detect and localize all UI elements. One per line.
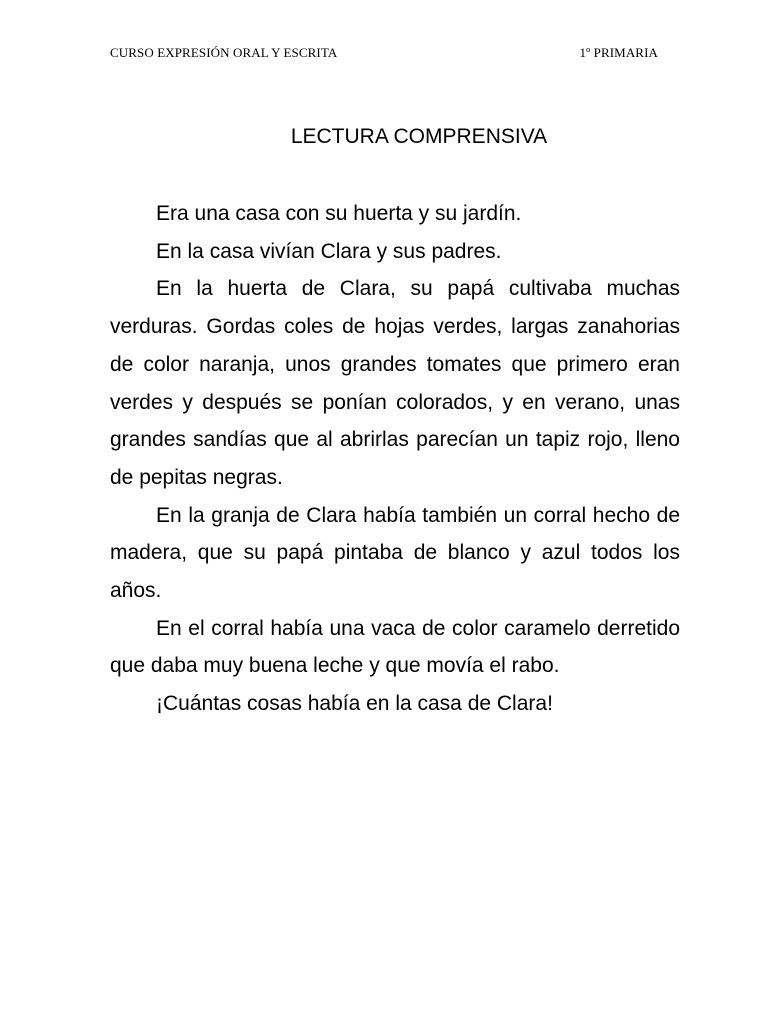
paragraph: En la granja de Clara había también un corral hecho de madera, que su papá pintaba de blanco y azul todos los años.	[110, 503, 680, 603]
grade-label: 1º PRIMARIA	[579, 45, 658, 60]
paragraph: En la casa vivían Clara y sus padres.	[156, 239, 502, 263]
course-title: CURSO EXPRESIÓN ORAL Y ESCRITA	[110, 45, 338, 60]
page-header	[110, 43, 658, 63]
paragraph: ¡Cuántas cosas había en la casa de Clara!	[156, 692, 553, 716]
reading-text	[110, 195, 680, 723]
paragraph: En el corral había una vaca de color caramelo derretido que daba muy buena leche y que movía el rabo.	[110, 616, 680, 678]
paragraph: Era una casa con su huerta y su jardín.	[156, 202, 522, 225]
page-title: LECTURA COMPRENSIVA	[290, 125, 548, 148]
paragraph: En la huerta de Clara, su papá cultivaba muchas verduras. Gordas coles de hojas verdes, largas zanahorias de color naranja, unos grandes tomates que primero eran verdes y después se ponían colorados, y en verano, unas grandes sandías que al abrirlas parecían un tapiz rojo, lleno de pepitas negras.	[110, 277, 680, 489]
